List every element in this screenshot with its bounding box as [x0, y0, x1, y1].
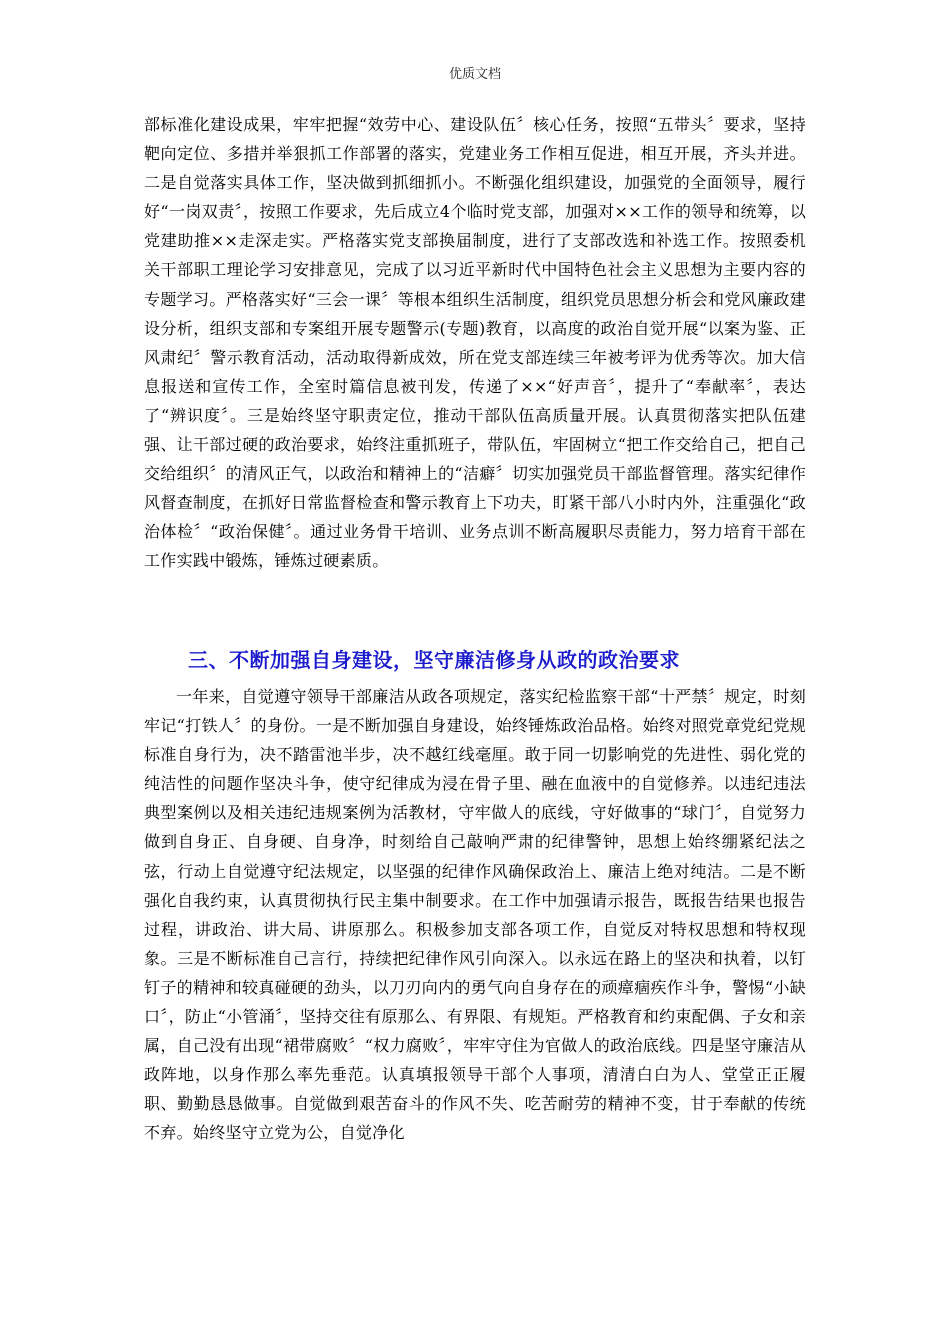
page-header: 优质文档 [448, 67, 501, 82]
paragraph: 一年来，自觉遵守领导干部廉洁从政各项规定，落实纪检监察干部“十严禁〞规定，时刻牢记“打铁人〞的身份。一是不断加强自身建设，始终锤炼政治品格。始终对照党章党纪党规标准自身行为，决不踏雷池半步，决不越红线毫厘。敢于同一切影响党的先进性、弱化党的纯洁性的问题作坚决斗争，使守纪律成为浸在骨子里、融在血液中的自觉修养。以违纪违法典型案例以及相关违纪违规案例为活教材，守牢做人的底线，守好做事的“球门〞，自觉努力做到自身正、自身硬、自身净，时刻给自己敲响严肃的纪律警钟，思想上始终绷紧纪法之弦，行动上自觉遵守纪法规定，以坚强的纪律作风确保政治上、廉洁上绝对纯洁。二是不断强化自我约束，认真贯彻执行民主集中制要求。在工作中加强请示报告，既报告结果也报告过程，讲政治、讲大局、讲原那么。积极参加支部各项工作，自觉反对特权思想和特权现象。三是不断标准自己言行，持续把纪律作风引向深入。以永远在路上的坚决和执着，以钉钉子的精神和较真碰硬的劲头，以刀刃向内的勇气向自身存在的顽瘴痼疾作斗争，警惕“小缺口〞，防止“小管涌〞，坚持交往有原那么、有界限、有规矩。严格教育和约束配偶、子女和亲属，自己没有出现“裙带腐败〞“权力腐败〞，牢牢守住为官做人的政治底线。四是坚守廉洁从政阵地，以身作那么率先垂范。认真填报领导干部个人事项，清清白白为人、堂堂正正履职、勤勤恳恳做事。自觉做到艰苦奋斗的作风不失、吃苦耐劳的精神不变，甘于奉献的传统不弃。始终坚守立党为公，自觉净化 [144, 687, 806, 1143]
section-body [144, 682, 806, 1148]
paragraph: 部标准化建设成果，牢牢把握“效劳中心、建设队伍〞核心任务，按照“五带头〞要求，坚持靶向定位、多措并举狠抓工作部署的落实，党建业务工作相互促进，相互开展，齐头并进。二是自觉落实具体工作，坚决做到抓细抓小。不断强化组织建设，加强党的全面领导，履行好“一岗双责〞，按照工作要求，先后成立4个临时党支部，加强对××工作的领导和统筹，以党建助推××走深走实。严格落实党支部换届制度，进行了支部改选和补选工作。按照委机关干部职工理论学习安排意见，完成了以习近平新时代中国特色社会主义思想为主要内容的专题学习。严格落实好“三会一课〞等根本组织生活制度，组织党员思想分析会和党风廉政建设分析，组织支部和专案组开展专题警示(专题)教育，以高度的政治自觉开展“以案为鉴、正风肃纪〞警示教育活动，活动取得新成效，所在党支部连续三年被考评为优秀等次。加大信息报送和宣传工作，全室时篇信息被刊发，传递了××“好声音〞，提升了“奉献率〞，表达了“辨识度〞。三是始终坚守职责定位，推动干部队伍高质量开展。认真贯彻落实把队伍建强、让干部过硬的政治要求，始终注重抓班子，带队伍，牢固树立“把工作交给自己，把自己交给组织〞的清风正气，以政治和精神上的“洁癖〞切实加强党员干部监督管理。落实纪律作风督查制度，在抓好日常监督检查和警示教育上下功夫，盯紧干部八小时内外，注重强化“政治体检〞“政治保健〞。通过业务骨干培训、业务点训不断高履职尽责能力，努力培育干部在工作实践中锻炼，锤炼过硬素质。 [144, 115, 806, 571]
section-heading: 三、不断加强自身建设，坚守廉洁修身从政的政治要求 [188, 648, 680, 672]
body-text-continued [144, 110, 806, 576]
